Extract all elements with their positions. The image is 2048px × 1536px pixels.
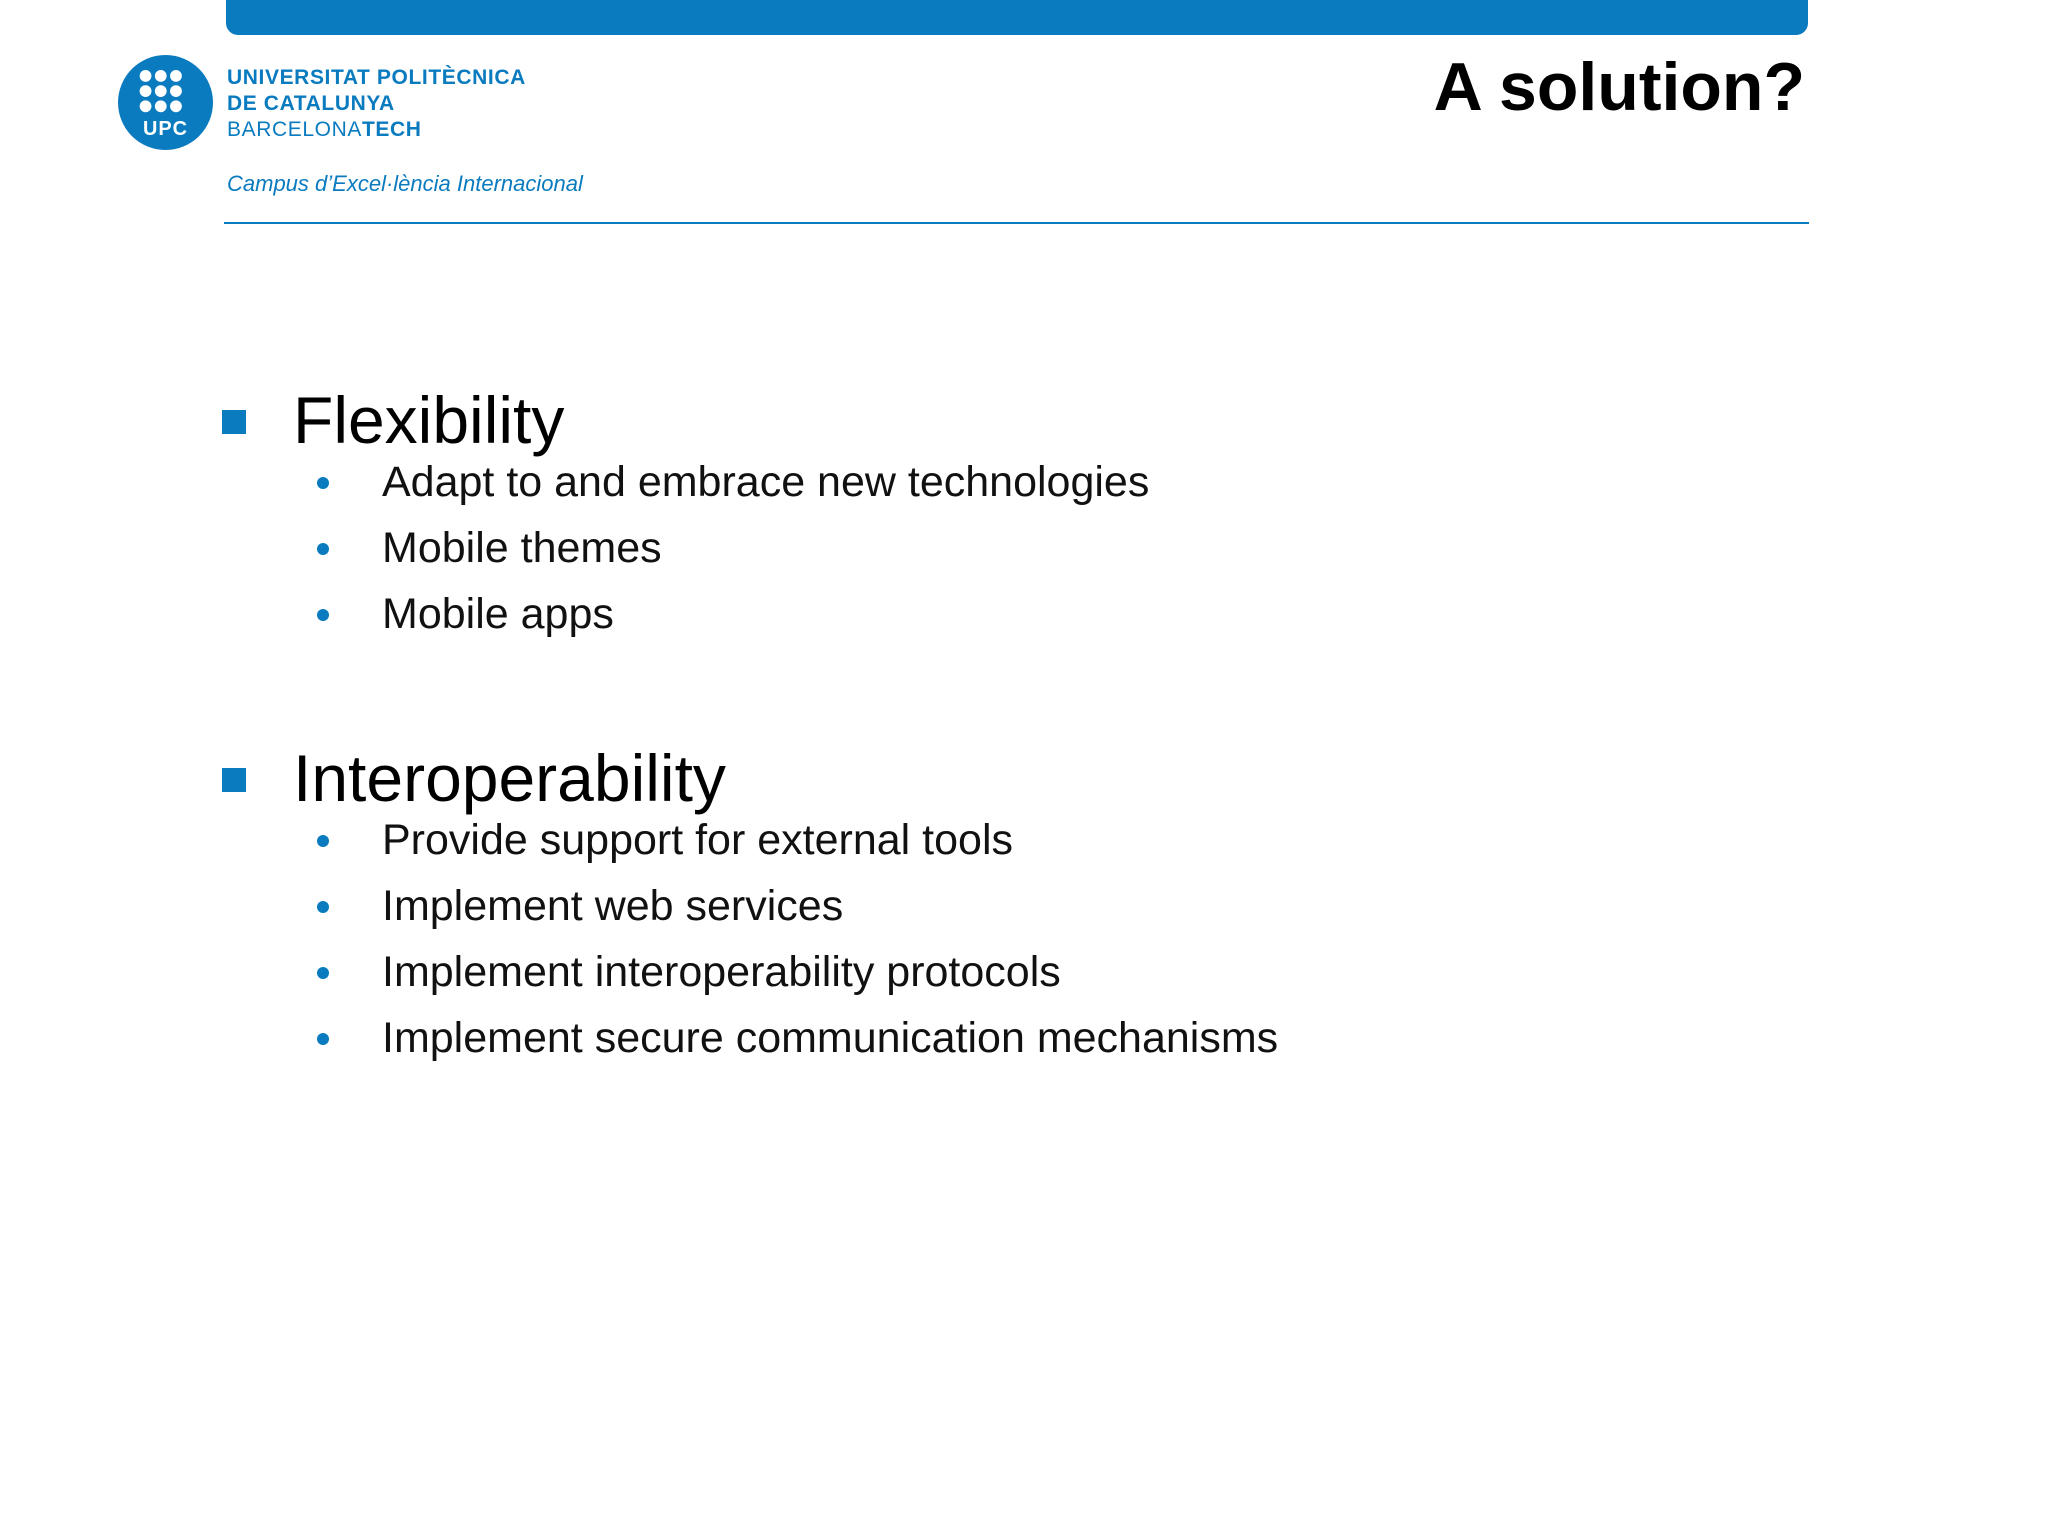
list-item-text: Mobile apps xyxy=(382,590,614,638)
square-bullet-icon xyxy=(222,768,246,792)
dot-bullet-icon xyxy=(317,477,329,489)
list-item-text: Implement interoperability protocols xyxy=(382,948,1061,996)
dot-bullet-icon xyxy=(317,835,329,847)
institution-name-line2: DE CATALUNYA xyxy=(227,92,395,115)
institution-name xyxy=(227,65,526,143)
dot-bullet-icon xyxy=(317,543,329,555)
dot-bullet-icon xyxy=(317,609,329,621)
campus-tagline: Campus d’Excel·lència Internacional xyxy=(227,171,583,196)
section-title: Interoperability xyxy=(293,741,726,815)
section-title: Flexibility xyxy=(293,383,565,457)
square-bullet-icon xyxy=(222,410,246,434)
logo-text: UPC xyxy=(143,117,188,140)
institution-name-barcelona: BARCELONA xyxy=(227,118,362,141)
list-item-text: Provide support for external tools xyxy=(382,816,1013,864)
upc-logo-icon xyxy=(118,55,213,150)
dot-bullet-icon xyxy=(317,1033,329,1045)
institution-name-line3 xyxy=(227,117,526,143)
list-item-text: Implement secure communication mechanisms xyxy=(382,1014,1279,1062)
header-divider xyxy=(224,222,1809,224)
dot-bullet-icon xyxy=(317,901,329,913)
top-accent-bar xyxy=(226,0,1808,35)
institution-name-line1: UNIVERSITAT POLITÈCNICA xyxy=(227,66,526,89)
list-item-text: Adapt to and embrace new technologies xyxy=(382,458,1150,506)
dot-bullet-icon xyxy=(317,967,329,979)
list-item-text: Mobile themes xyxy=(382,524,662,572)
slide-title: A solution? xyxy=(1433,49,1805,125)
institution-name-tech: TECH xyxy=(361,118,422,141)
list-item-text: Implement web services xyxy=(382,882,844,930)
